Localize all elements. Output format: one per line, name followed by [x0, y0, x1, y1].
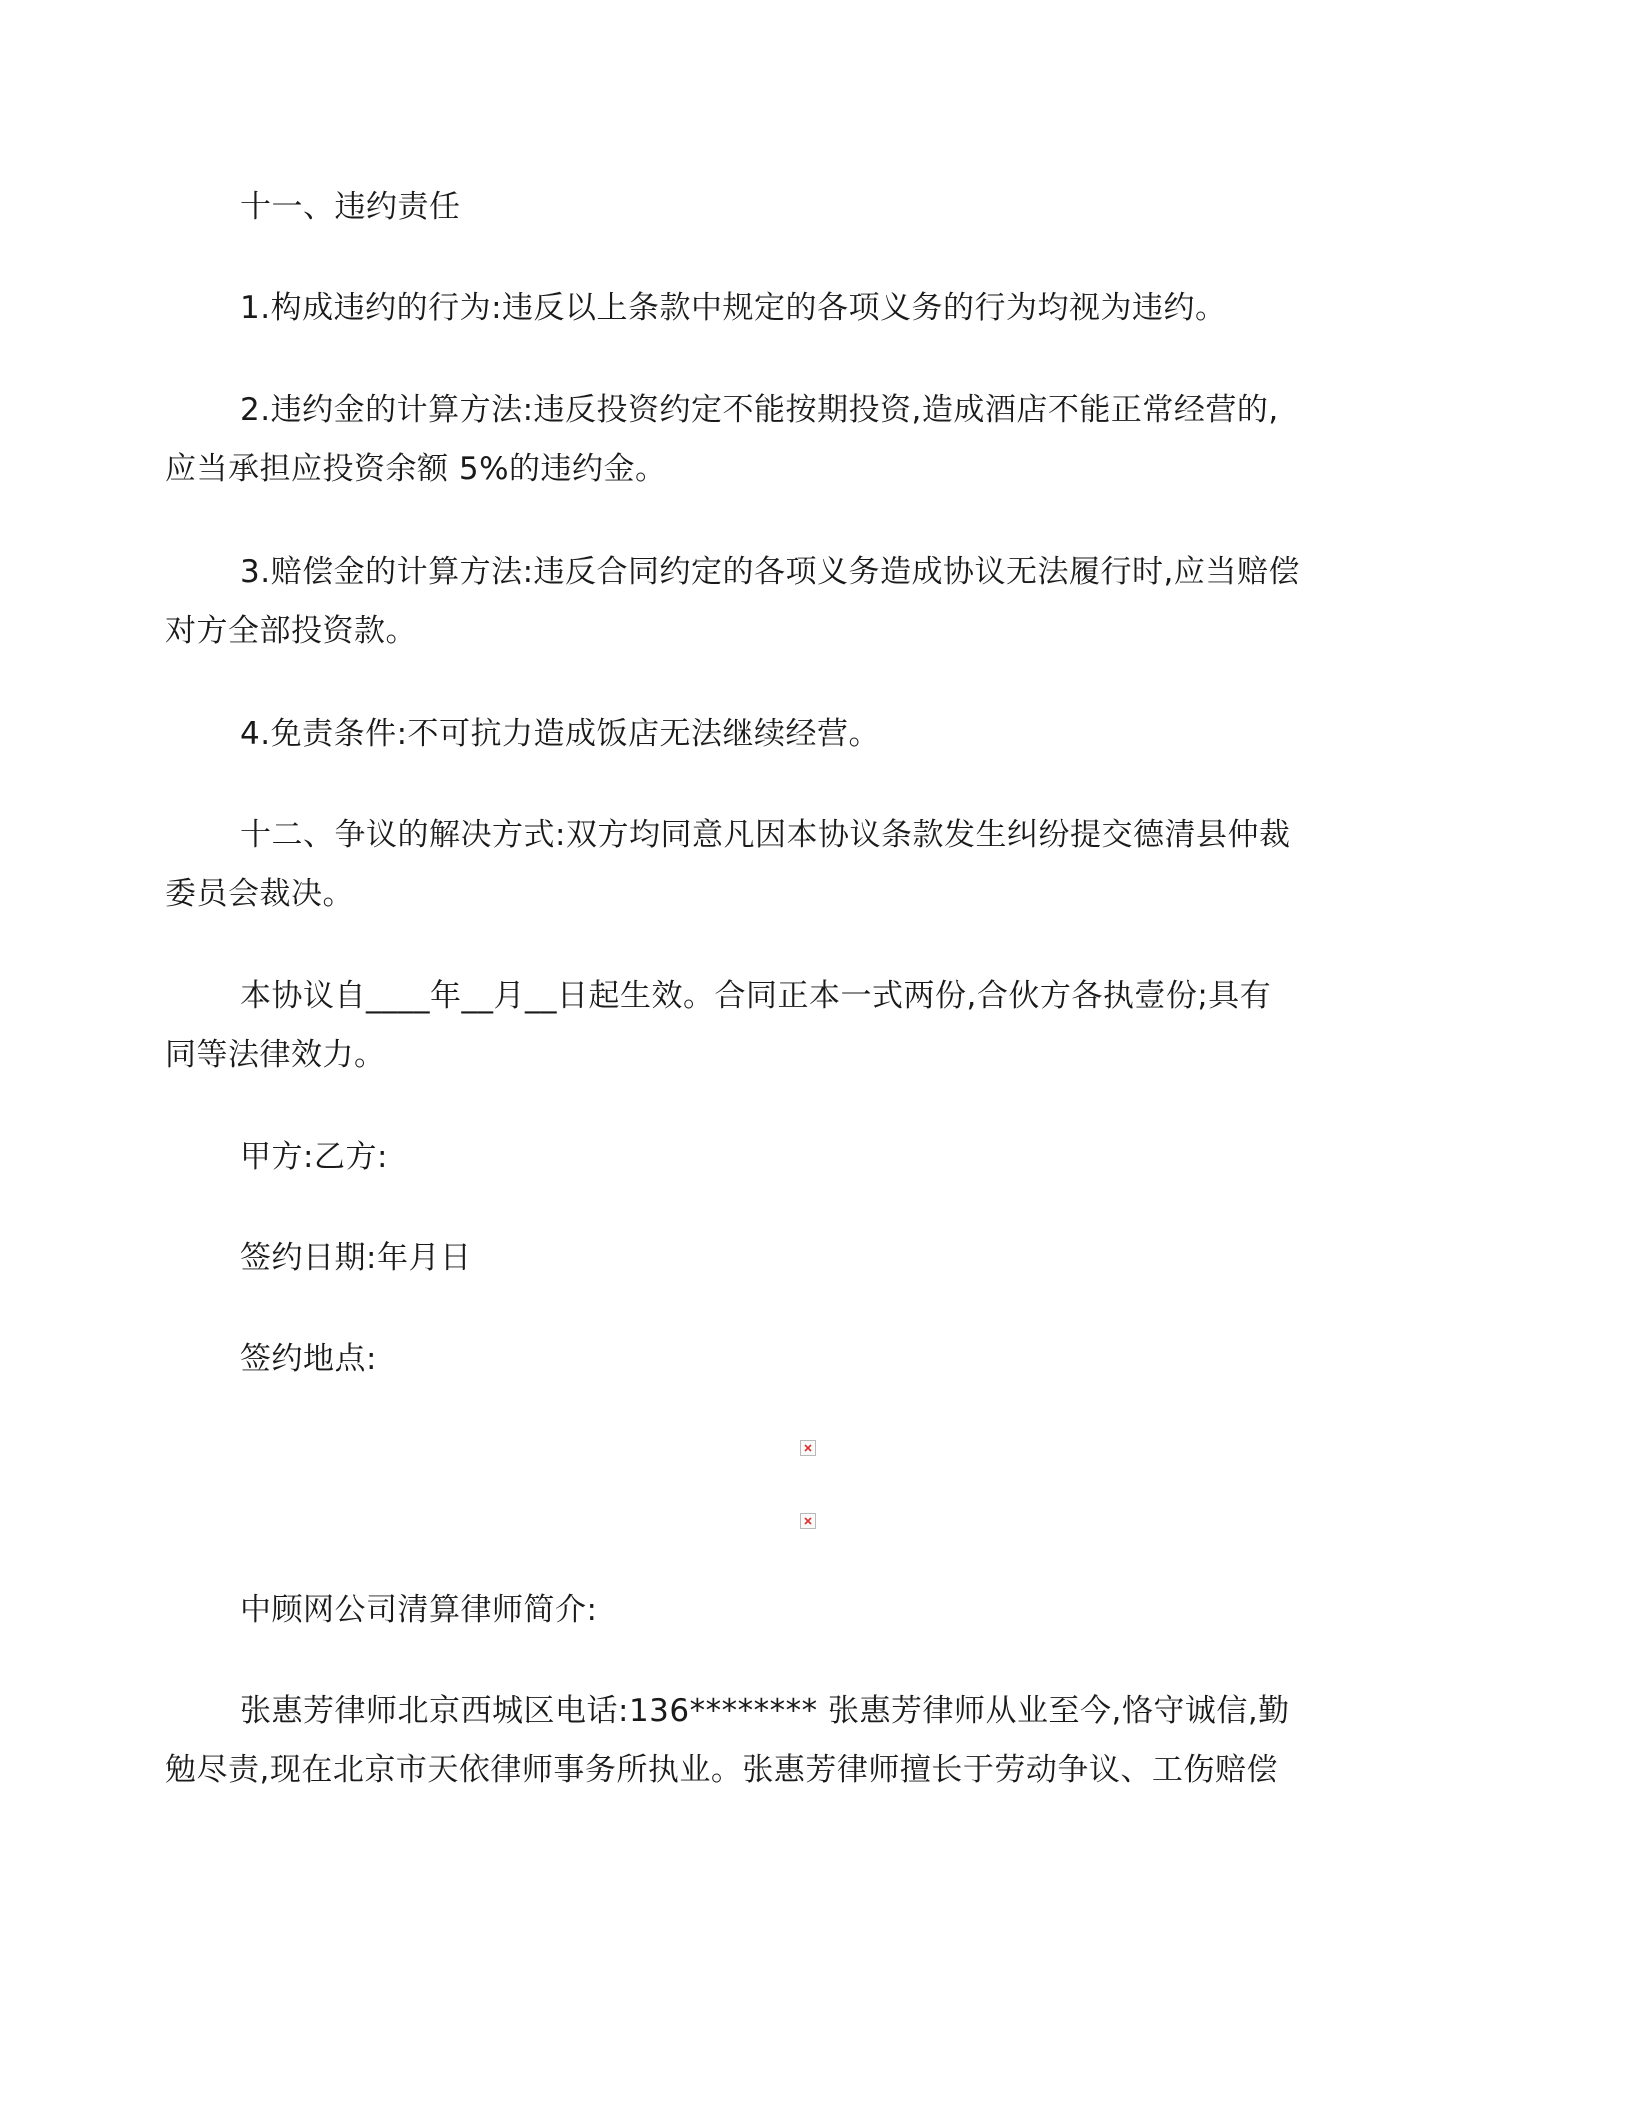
section-dispute-resolution-cont	[165, 865, 1390, 924]
text-line: 应当承担应投资余额 5%的违约金。	[165, 451, 667, 487]
clause-exemption	[240, 705, 1390, 764]
text-line: 张惠芳律师北京西城区电话:136******** 张惠芳律师从业至今,恪守诚信,勤	[240, 1693, 1290, 1729]
clause-effective-date-cont	[165, 1026, 1390, 1085]
lawyer-intro-body-cont	[165, 1741, 1390, 1800]
text-line: 2.违约金的计算方法:违反投资约定不能按期投资,造成酒店不能正常经营的,	[240, 392, 1279, 428]
text-line: 签约地点:	[240, 1341, 377, 1377]
text-line: 同等法律效力。	[165, 1037, 386, 1073]
clause-compensation-calculation-cont	[165, 602, 1390, 661]
text-line: 十二、争议的解决方式:双方均同意凡因本协议条款发生纠纷提交德清县仲裁	[240, 817, 1291, 853]
text-line: 中顾网公司清算律师简介:	[240, 1592, 598, 1628]
text-line: 签约日期:年月日	[240, 1240, 472, 1276]
lawyer-intro-body	[240, 1682, 1390, 1741]
clause-penalty-calculation	[240, 381, 1390, 440]
section-heading-dispute-resolution	[240, 806, 1390, 865]
clause-penalty-calculation-cont	[165, 440, 1390, 499]
lawyer-intro-heading	[240, 1581, 1390, 1640]
signature-date	[240, 1229, 1390, 1288]
text-line: 甲方:乙方:	[240, 1139, 388, 1175]
clause-breach-behavior	[240, 279, 1390, 338]
text-line: 3.赔偿金的计算方法:违反合同约定的各项义务造成协议无法履行时,应当赔偿	[240, 554, 1300, 590]
broken-image-icon	[800, 1513, 816, 1529]
clause-compensation-calculation	[240, 543, 1390, 602]
text-line: 1.构成违约的行为:违反以上条款中规定的各项义务的行为均视为违约。	[240, 290, 1227, 326]
signature-place	[240, 1330, 1390, 1389]
section-heading-breach-liability	[240, 178, 1390, 237]
text-line: 勉尽责,现在北京市天依律师事务所执业。张惠芳律师擅长于劳动争议、工伤赔偿	[165, 1752, 1278, 1788]
broken-image-icon	[800, 1440, 816, 1456]
text-line: 委员会裁决。	[165, 876, 354, 912]
clause-effective-date	[240, 967, 1390, 1026]
text-line: 十一、违约责任	[240, 189, 461, 225]
text-line: 4.免责条件:不可抗力造成饭店无法继续经营。	[240, 716, 881, 752]
text-line: 对方全部投资款。	[165, 613, 417, 649]
text-line: 本协议自____年__月__日起生效。合同正本一式两份,合伙方各执壹份;具有	[240, 978, 1272, 1014]
signature-parties	[240, 1128, 1390, 1187]
